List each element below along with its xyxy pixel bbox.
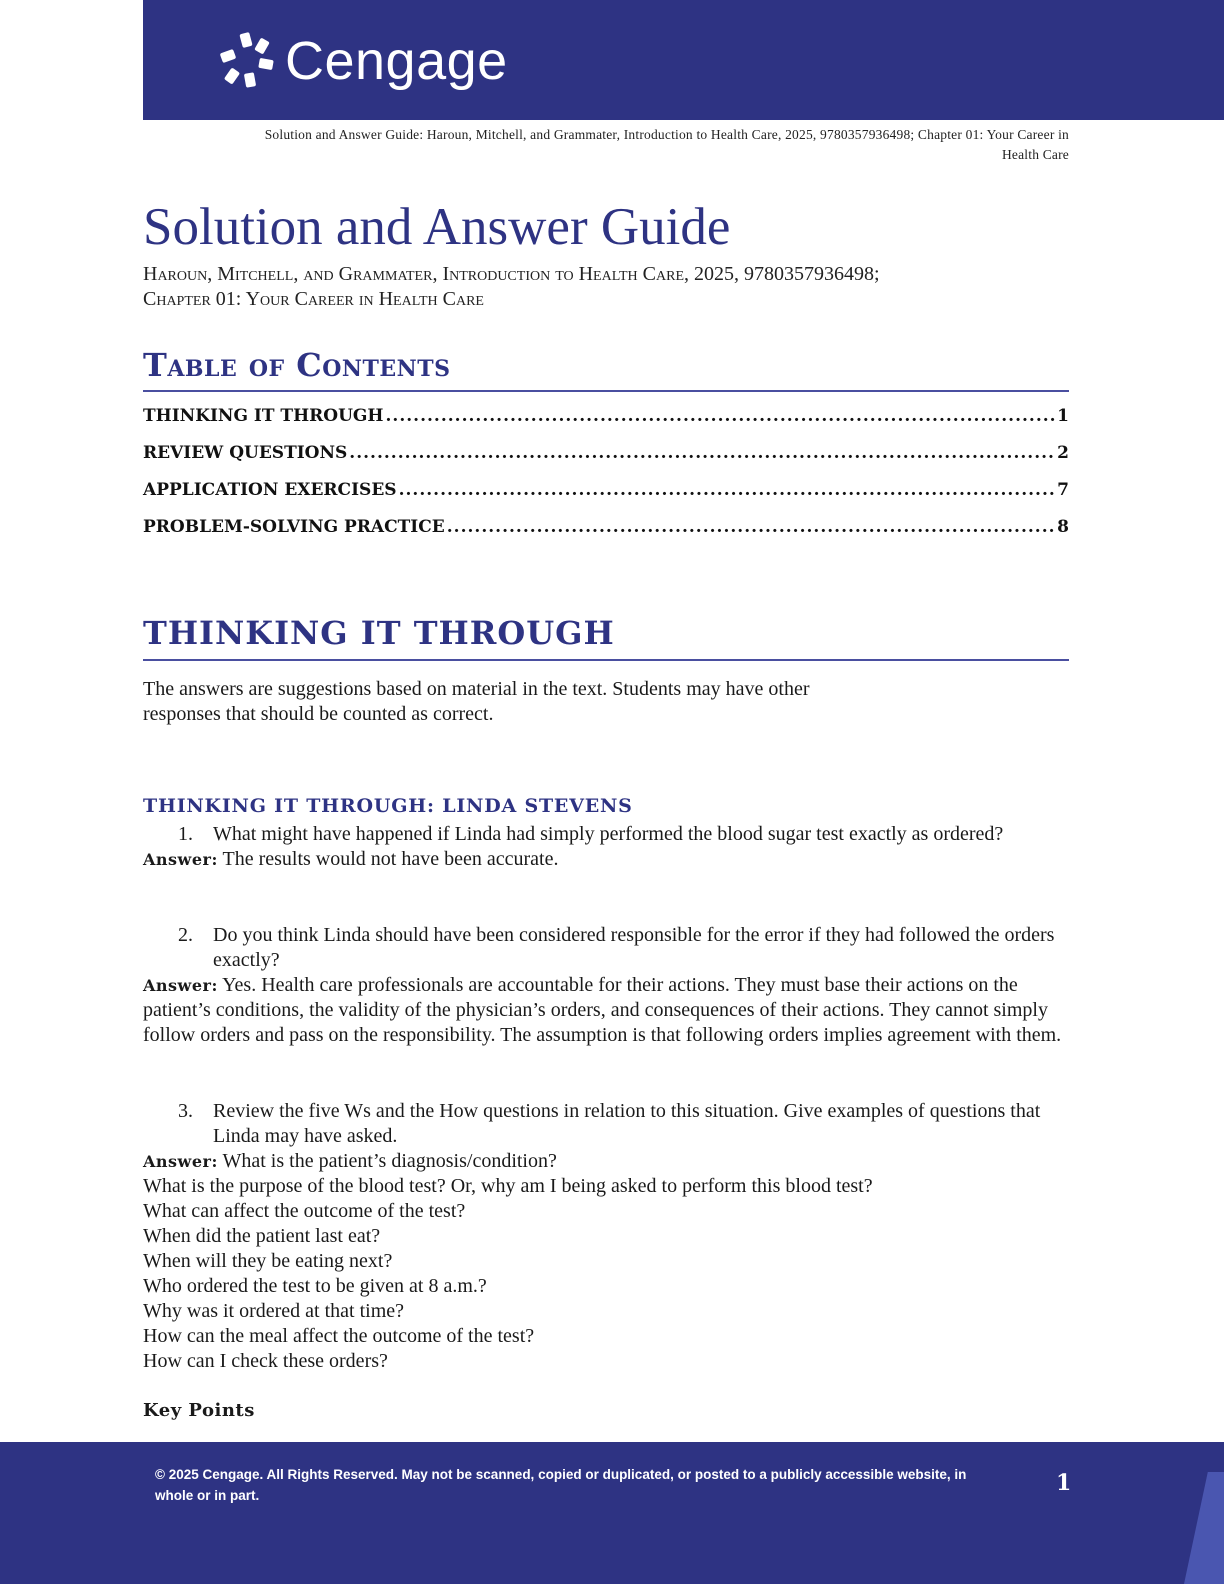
footer-accent-shape xyxy=(1184,1472,1224,1584)
toc-leader-dots xyxy=(447,517,1055,537)
answer-text: The results would not have been accurate. xyxy=(222,848,559,870)
table-of-contents xyxy=(143,406,1069,554)
answer-line: What is the purpose of the blood test? Or, why am I being asked to perform this blood test? xyxy=(143,1175,873,1197)
toc-heading: Table of Contents xyxy=(143,346,451,384)
logo-wordmark: Cengage xyxy=(285,31,508,91)
question-number: 2. xyxy=(178,924,193,946)
question-block-1 xyxy=(143,822,1069,872)
subtitle-line: Chapter 01: Your Career in Health Care xyxy=(143,288,484,310)
answer-line: How can the meal affect the outcome of the test? xyxy=(143,1325,535,1347)
answer-text: Yes. Health care professionals are accountable for their actions. They must base their actions on the patient’s conditions, the validity of the physician’s orders, and consequences of their actions. They cannot simply follow orders and pass on the responsibility. The assumption is that following orders implies agreement with them. xyxy=(143,974,1062,1046)
running-head-line: Health Care xyxy=(1001,147,1069,162)
answer-label: Answer: xyxy=(143,850,218,869)
answer-line: What can affect the outcome of the test? xyxy=(143,1200,466,1222)
cengage-logo xyxy=(215,26,508,96)
toc-entry-label: THINKING IT THROUGH xyxy=(143,406,384,426)
question-block-2 xyxy=(143,923,1069,1048)
section-intro xyxy=(143,677,903,727)
header-banner xyxy=(143,0,1224,120)
copyright-line: © 2025 Cengage. All Rights Reserved. May not be scanned, copied or duplicated, or posted to a publicly accessible website, in xyxy=(155,1467,967,1482)
question xyxy=(143,1099,1069,1149)
question xyxy=(143,923,1069,973)
question-text: Do you think Linda should have been considered responsible for the error if they had followed the orders exactly? xyxy=(213,924,1055,971)
section-divider xyxy=(143,659,1069,661)
toc-entry-thinking-it-through[interactable] xyxy=(143,406,1069,443)
answer xyxy=(143,847,1069,872)
intro-line: responses that should be counted as correct. xyxy=(143,703,494,725)
question-number: 3. xyxy=(178,1100,193,1122)
answer-label: Answer: xyxy=(143,1152,218,1171)
toc-entry-page: 8 xyxy=(1057,517,1069,537)
key-points-heading: Key Points xyxy=(143,1400,255,1421)
copyright-notice xyxy=(155,1464,1015,1506)
question-text: What might have happened if Linda had simply performed the blood sugar test exactly as ordered? xyxy=(213,823,1004,845)
toc-entry-review-questions[interactable] xyxy=(143,443,1069,480)
answer-label: Answer: xyxy=(143,976,218,995)
question-text: Review the five Ws and the How questions in relation to this situation. Give examples of questions that Linda may have asked. xyxy=(213,1100,1041,1147)
subtitle-line: Haroun, Mitchell, and Grammater, Introduction to Health Care, 2025, 9780357936498; xyxy=(143,263,880,285)
toc-entry-page: 7 xyxy=(1057,480,1069,500)
answer-line: Who ordered the test to be given at 8 a.m.? xyxy=(143,1275,487,1297)
cengage-burst-icon xyxy=(215,29,279,93)
section-heading: THINKING IT THROUGH xyxy=(143,614,615,652)
answer xyxy=(143,1149,1069,1174)
toc-leader-dots xyxy=(385,406,1055,426)
toc-entry-application-exercises[interactable] xyxy=(143,480,1069,517)
toc-entry-label: APPLICATION EXERCISES xyxy=(143,480,397,500)
answer-line: When will they be eating next? xyxy=(143,1250,393,1272)
running-head xyxy=(143,125,1069,165)
case-subheading: THINKING IT THROUGH: LINDA STEVENS xyxy=(143,795,633,817)
toc-entry-label: REVIEW QUESTIONS xyxy=(143,443,348,463)
toc-divider xyxy=(143,390,1069,392)
answer-line: Why was it ordered at that time? xyxy=(143,1300,405,1322)
running-head-line: Solution and Answer Guide: Haroun, Mitchell, and Grammater, Introduction to Health Care, 2025, 9780357936498; Chapter 01: Your Career in xyxy=(264,127,1069,142)
toc-leader-dots xyxy=(349,443,1055,463)
question-block-3 xyxy=(143,1099,1069,1374)
answer-text: What is the patient’s diagnosis/condition? xyxy=(222,1150,557,1172)
question xyxy=(143,822,1069,847)
answer-line: How can I check these orders? xyxy=(143,1350,388,1372)
intro-line: The answers are suggestions based on material in the text. Students may have other xyxy=(143,678,810,700)
footer-banner xyxy=(0,1442,1224,1584)
document-subtitle xyxy=(143,262,1083,312)
document-title: Solution and Answer Guide xyxy=(143,198,731,256)
answer xyxy=(143,973,1069,1048)
answer-line: When did the patient last eat? xyxy=(143,1225,381,1247)
toc-entry-label: PROBLEM-SOLVING PRACTICE xyxy=(143,517,445,537)
question-number: 1. xyxy=(178,823,193,845)
toc-entry-problem-solving-practice[interactable] xyxy=(143,517,1069,554)
toc-leader-dots xyxy=(399,480,1056,500)
page-number: 1 xyxy=(1056,1470,1072,1496)
copyright-line: whole or in part. xyxy=(155,1488,260,1503)
toc-entry-page: 2 xyxy=(1057,443,1069,463)
toc-entry-page: 1 xyxy=(1057,406,1069,426)
